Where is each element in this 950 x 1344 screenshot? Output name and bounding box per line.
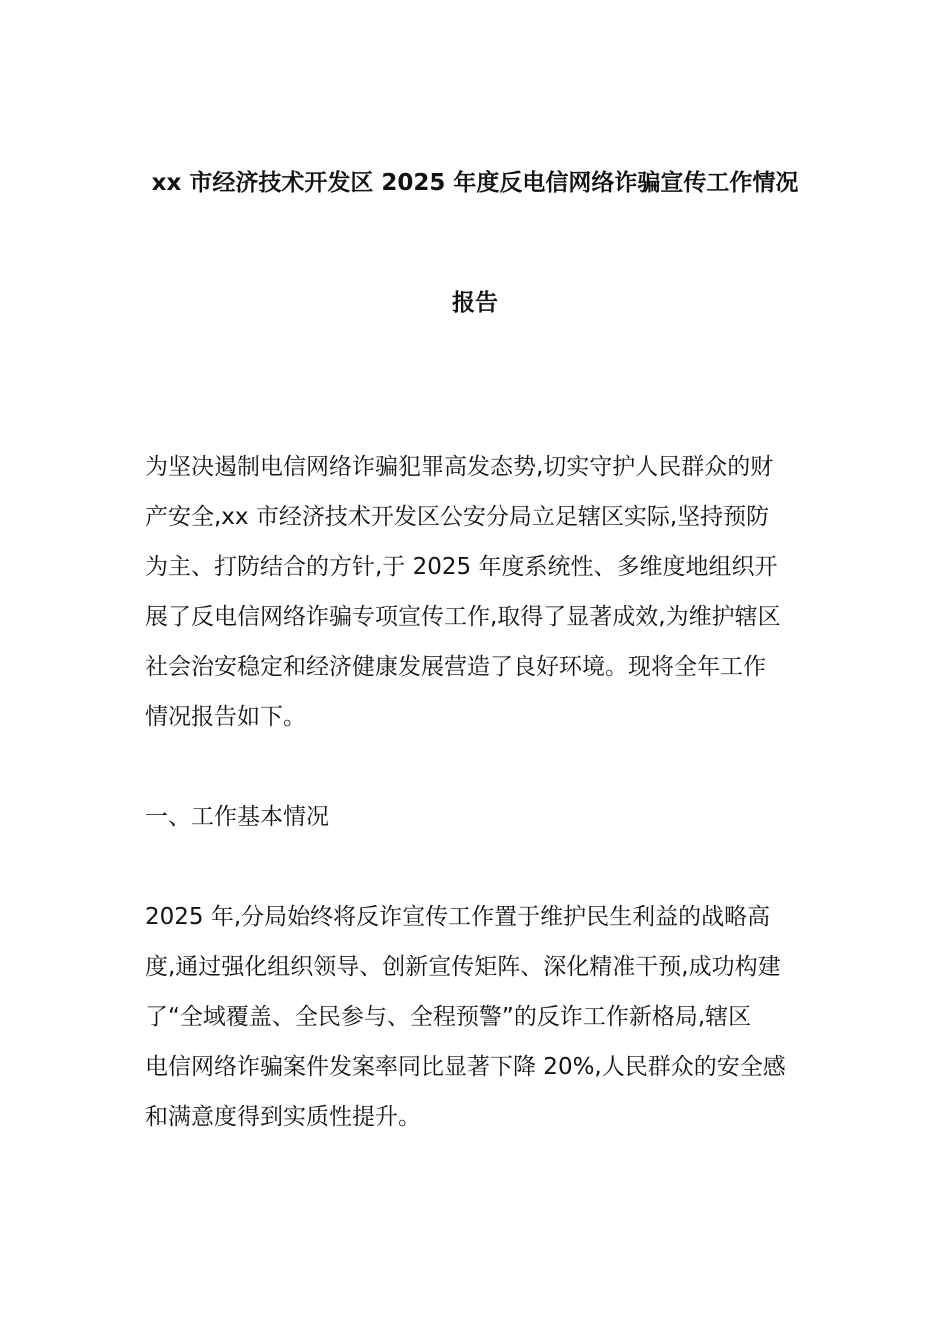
- section-1-paragraph-line-4: 电信网络诈骗案件发案率同比显著下降 20%,人民群众的安全感: [145, 1054, 786, 1080]
- section-1-paragraph-line-3: 了“全域覆盖、全民参与、全程预警”的反诈工作新格局,辖区: [145, 1004, 752, 1030]
- section-1-paragraph-line-1: 2025 年,分局始终将反诈宣传工作置于维护民生利益的战略高: [145, 904, 771, 930]
- intro-paragraph-line-2: 产安全,xx 市经济技术开发区公安分局立足辖区实际,坚持预防: [145, 504, 770, 530]
- intro-paragraph-line-1: 为坚决遏制电信网络诈骗犯罪高发态势,切实守护人民群众的财: [145, 454, 774, 480]
- intro-paragraph-line-4: 展了反电信网络诈骗专项宣传工作,取得了显著成效,为维护辖区: [145, 604, 781, 630]
- document-title-line-2: 报告: [452, 290, 498, 316]
- section-1-paragraph-line-5: 和满意度得到实质性提升。: [145, 1104, 421, 1130]
- document-title-line-1: xx 市经济技术开发区 2025 年度反电信网络诈骗宣传工作情况: [151, 170, 799, 196]
- intro-paragraph-line-5: 社会治安稳定和经济健康发展营造了良好环境。现将全年工作: [145, 654, 766, 680]
- intro-paragraph-line-3: 为主、打防结合的方针,于 2025 年度系统性、多维度地组织开: [145, 554, 778, 580]
- intro-paragraph-line-6: 情况报告如下。: [145, 704, 306, 730]
- section-1-heading: 一、工作基本情况: [145, 804, 329, 830]
- section-1-paragraph-line-2: 度,通过强化组织领导、创新宣传矩阵、深化精准干预,成功构建: [145, 954, 781, 980]
